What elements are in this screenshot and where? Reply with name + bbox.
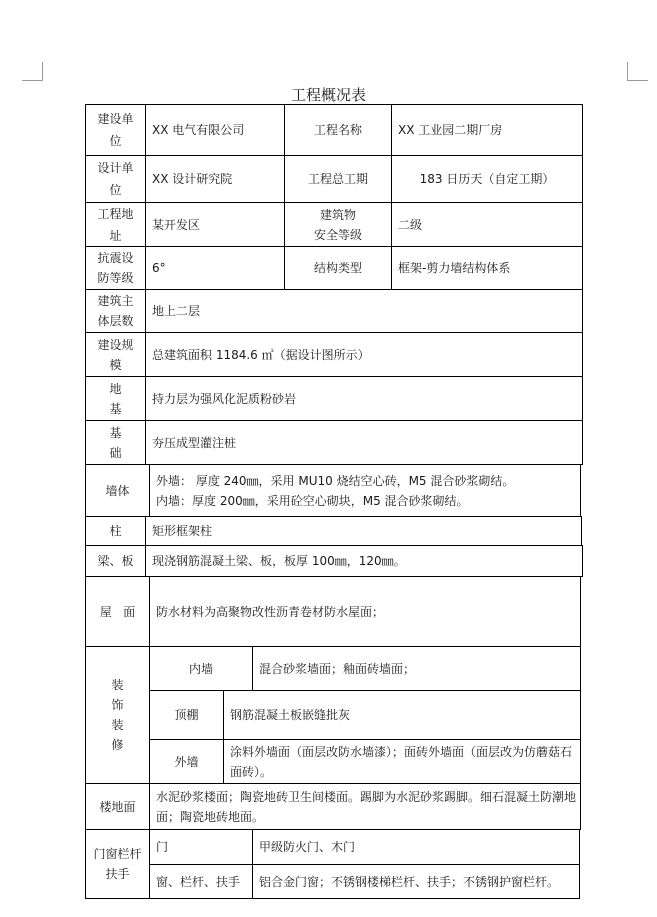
value-roof: 防水材料为高聚物改性沥青卷材防水屋面；: [149, 576, 581, 647]
label-decoration: 装 饰 装 修: [85, 646, 150, 784]
label-project-address: 工程地 址: [85, 202, 146, 247]
label-interior-wall: 内墙: [149, 646, 253, 691]
value-construction-unit: XX 电气有限公司: [145, 104, 285, 156]
label-design-unit: 设计单 位: [85, 155, 146, 203]
label-building-scale: 建设规 模: [85, 332, 146, 377]
value-floor: 水泥砂浆楼面；陶瓷地砖卫生间楼面。踢脚为水泥砂浆踢脚。细石混凝土防潮地面；陶瓷地砖地面。: [149, 783, 581, 830]
page-corner-mark-top-right: [627, 62, 648, 81]
label-exterior-wall: 外墙: [149, 739, 224, 784]
value-total-duration: 183 日历天（自定工期）: [391, 155, 583, 203]
label-beam-slab: 梁、板: [85, 545, 146, 577]
label-structure-type: 结构类型: [284, 246, 392, 290]
page-corner-mark-top-left: [22, 62, 43, 81]
label-column: 柱: [85, 516, 146, 546]
value-project-address: 某开发区: [145, 202, 285, 247]
value-safety-grade: 二级: [391, 202, 583, 247]
value-design-unit: XX 设计研究院: [145, 155, 285, 203]
value-wall-exterior: 外墙： 厚度 240㎜，采用 MU10 烧结空心砖，M5 混合砂浆砌结。: [156, 473, 515, 488]
label-safety-grade: 建筑物 安全等级: [284, 202, 392, 247]
label-wall: 墙体: [85, 464, 150, 517]
label-roof: 屋 面: [85, 576, 150, 647]
label-seismic-grade: 抗震设 防等级: [85, 246, 146, 290]
value-seismic-grade: 6°: [145, 246, 285, 290]
document-title: 工程概况表: [290, 86, 366, 104]
label-ceiling: 顶棚: [149, 690, 224, 740]
label-construction-unit: 建设单 位: [85, 104, 146, 156]
value-foundation: 夯压成型灌注桩: [145, 420, 583, 465]
label-floor-count: 建筑主 体层数: [85, 289, 146, 333]
label-doors-windows-railings: 门窗栏杆 扶手: [85, 829, 150, 899]
value-building-scale: 总建筑面积 1184.6 ㎡（据设计图所示）: [145, 332, 583, 377]
label-window-railing-handrail: 窗、栏杆、扶手: [149, 864, 253, 899]
value-wall: [149, 464, 581, 517]
value-ceiling: 钢筋混凝土板嵌缝批灰: [223, 690, 581, 740]
value-structure-type: 框架-剪力墙结构体系: [391, 246, 583, 290]
label-foundation-soil: 地 基: [85, 376, 146, 421]
value-exterior-wall: 涂料外墙面（面层改防水墙漆）；面砖外墙面（面层改为仿蘑菇石面砖）。: [223, 739, 581, 784]
label-door: 门: [149, 829, 253, 865]
label-total-duration: 工程总工期: [284, 155, 392, 203]
value-interior-wall: 混合砂浆墙面；釉面砖墙面；: [252, 646, 581, 691]
value-beam-slab: 现浇钢筋混凝土梁、板，板厚 100㎜，120㎜。: [145, 545, 583, 577]
label-floor: 楼地面: [85, 783, 150, 830]
value-window-railing-handrail: 铝合金门窗；不锈钢楼梯栏杆、扶手；不锈钢护窗栏杆。: [252, 864, 580, 899]
value-wall-interior: 内墙：厚度 200㎜，采用砼空心砌块，M5 混合砂浆砌结。: [156, 493, 469, 508]
value-column: 矩形框架柱: [145, 516, 582, 546]
value-floor-count: 地上二层: [145, 289, 583, 333]
label-project-name: 工程名称: [284, 104, 392, 156]
label-foundation: 基 础: [85, 420, 146, 465]
value-foundation-soil: 持力层为强风化泥质粉砂岩: [145, 376, 583, 421]
value-project-name: XX 工业园二期厂房: [391, 104, 583, 156]
value-door: 甲级防火门、木门: [252, 829, 580, 865]
